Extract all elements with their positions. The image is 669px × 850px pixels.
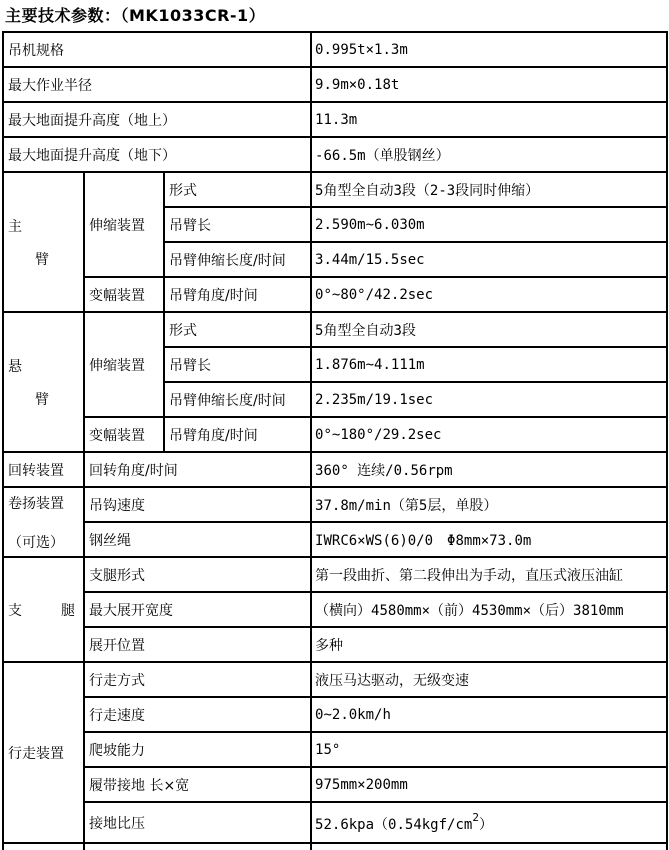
group-cell-slewing: 回转装置 [3, 452, 84, 487]
spec-value: 5角型全自动3段 [311, 312, 667, 347]
spec-value: 0~2.0km/h [311, 697, 667, 732]
spec-label: 最大地面提升高度（地上） [3, 102, 311, 137]
spec-value: 多种 [311, 627, 667, 662]
group-char: 臂 [35, 391, 49, 408]
spec-label: 履带接地 长×宽 [84, 767, 311, 802]
spec-label: 行走速度 [84, 697, 311, 732]
main-boom-group-label [8, 216, 83, 269]
group-cell-aux-boom [3, 312, 84, 452]
spec-value: 3.44m/15.5sec [311, 242, 667, 277]
group-line: 卷扬装置 [8, 495, 64, 512]
winch-group-label [8, 493, 83, 552]
spec-table [2, 31, 668, 850]
page-title: 主要技术参数：（MK1033CR-1） [5, 6, 266, 25]
table-row [3, 662, 667, 697]
value-superscript: 2 [472, 811, 479, 824]
spec-label: 最大作业半径 [3, 67, 311, 102]
spec-value: IWRC6×WS(6)0/0 Φ8mm×73.0m [311, 522, 667, 557]
table-row [3, 732, 667, 767]
spec-label: 回转角度/时间 [84, 452, 311, 487]
spec-label: 最大地面提升高度（地下） [3, 137, 311, 172]
group-cell-winch [3, 487, 84, 557]
spec-value: 15° [311, 732, 667, 767]
table-row [3, 697, 667, 732]
table-row [3, 557, 667, 592]
table-row [3, 277, 667, 312]
table-row-partial [3, 843, 667, 850]
subgroup-luffing: 变幅装置 [84, 417, 164, 452]
spec-label: 吊臂长 [164, 207, 311, 242]
empty-cell [84, 843, 311, 850]
spec-label: 吊臂角度/时间 [164, 417, 311, 452]
spec-label: 吊臂角度/时间 [164, 277, 311, 312]
spec-label: 吊臂伸缩长度/时间 [164, 242, 311, 277]
value-text: ） [478, 817, 493, 833]
table-row [3, 627, 667, 662]
group-cell-main-boom [3, 172, 84, 312]
spec-value: 0°~80°/42.2sec [311, 277, 667, 312]
spec-label: 展开位置 [84, 627, 311, 662]
table-row [3, 312, 667, 347]
spec-value: 975mm×200mm [311, 767, 667, 802]
group-char: 主 [8, 218, 22, 235]
spec-label: 吊机规格 [3, 32, 311, 67]
empty-cell [3, 843, 84, 850]
outrigger-group-label [8, 600, 83, 620]
spec-value: 0°~180°/29.2sec [311, 417, 667, 452]
table-row [3, 592, 667, 627]
spec-label: 爬坡能力 [84, 732, 311, 767]
table-row [3, 137, 667, 172]
spec-value: 37.8m/min（第5层，单股） [311, 487, 667, 522]
empty-cell [311, 843, 667, 850]
group-char: 腿 [61, 602, 75, 619]
spec-value: （横向）4580mm×（前）4530mm×（后）3810mm [311, 592, 667, 627]
group-char: 支 [8, 602, 22, 619]
spec-label: 钢丝绳 [84, 522, 311, 557]
spec-label: 吊臂长 [164, 347, 311, 382]
group-cell-travel: 行走装置 [3, 662, 84, 843]
spec-value [311, 802, 667, 843]
table-row [3, 32, 667, 67]
spec-label: 支腿形式 [84, 557, 311, 592]
table-row [3, 172, 667, 207]
table-row [3, 522, 667, 557]
table-row [3, 767, 667, 802]
table-row [3, 487, 667, 522]
group-char: 臂 [35, 251, 49, 268]
spec-value: 2.235m/19.1sec [311, 382, 667, 417]
subgroup-telescopic: 伸缩装置 [84, 172, 164, 277]
spec-value: 9.9m×0.18t [311, 67, 667, 102]
table-row [3, 67, 667, 102]
spec-label: 吊钩速度 [84, 487, 311, 522]
spec-value: 11.3m [311, 102, 667, 137]
group-char: 悬 [8, 358, 22, 375]
table-row [3, 802, 667, 843]
spec-label: 最大展开宽度 [84, 592, 311, 627]
spec-value: 5角型全自动3段（2-3段同时伸缩） [311, 172, 667, 207]
spec-value: 0.995t×1.3m [311, 32, 667, 67]
spec-label: 行走方式 [84, 662, 311, 697]
spec-label: 吊臂伸缩长度/时间 [164, 382, 311, 417]
spec-value: 液压马达驱动，无级变速 [311, 662, 667, 697]
spec-value: 1.876m~4.111m [311, 347, 667, 382]
subgroup-luffing: 变幅装置 [84, 277, 164, 312]
spec-label: 接地比压 [84, 802, 311, 843]
spec-label: 形式 [164, 312, 311, 347]
spec-value: 360° 连续/0.56rpm [311, 452, 667, 487]
aux-boom-group-label [8, 356, 83, 409]
subgroup-telescopic: 伸缩装置 [84, 312, 164, 417]
value-text: 52.6kpa（0.54kgf/cm [315, 817, 473, 833]
spec-value: -66.5m（单股钢丝） [311, 137, 667, 172]
spec-label: 形式 [164, 172, 311, 207]
spec-value: 2.590m~6.030m [311, 207, 667, 242]
group-line: （可选） [8, 534, 64, 551]
table-row [3, 452, 667, 487]
group-cell-outrigger [3, 557, 84, 662]
spec-value: 第一段曲折、第二段伸出为手动，直压式液压油缸 [311, 557, 667, 592]
table-row [3, 102, 667, 137]
table-row [3, 417, 667, 452]
